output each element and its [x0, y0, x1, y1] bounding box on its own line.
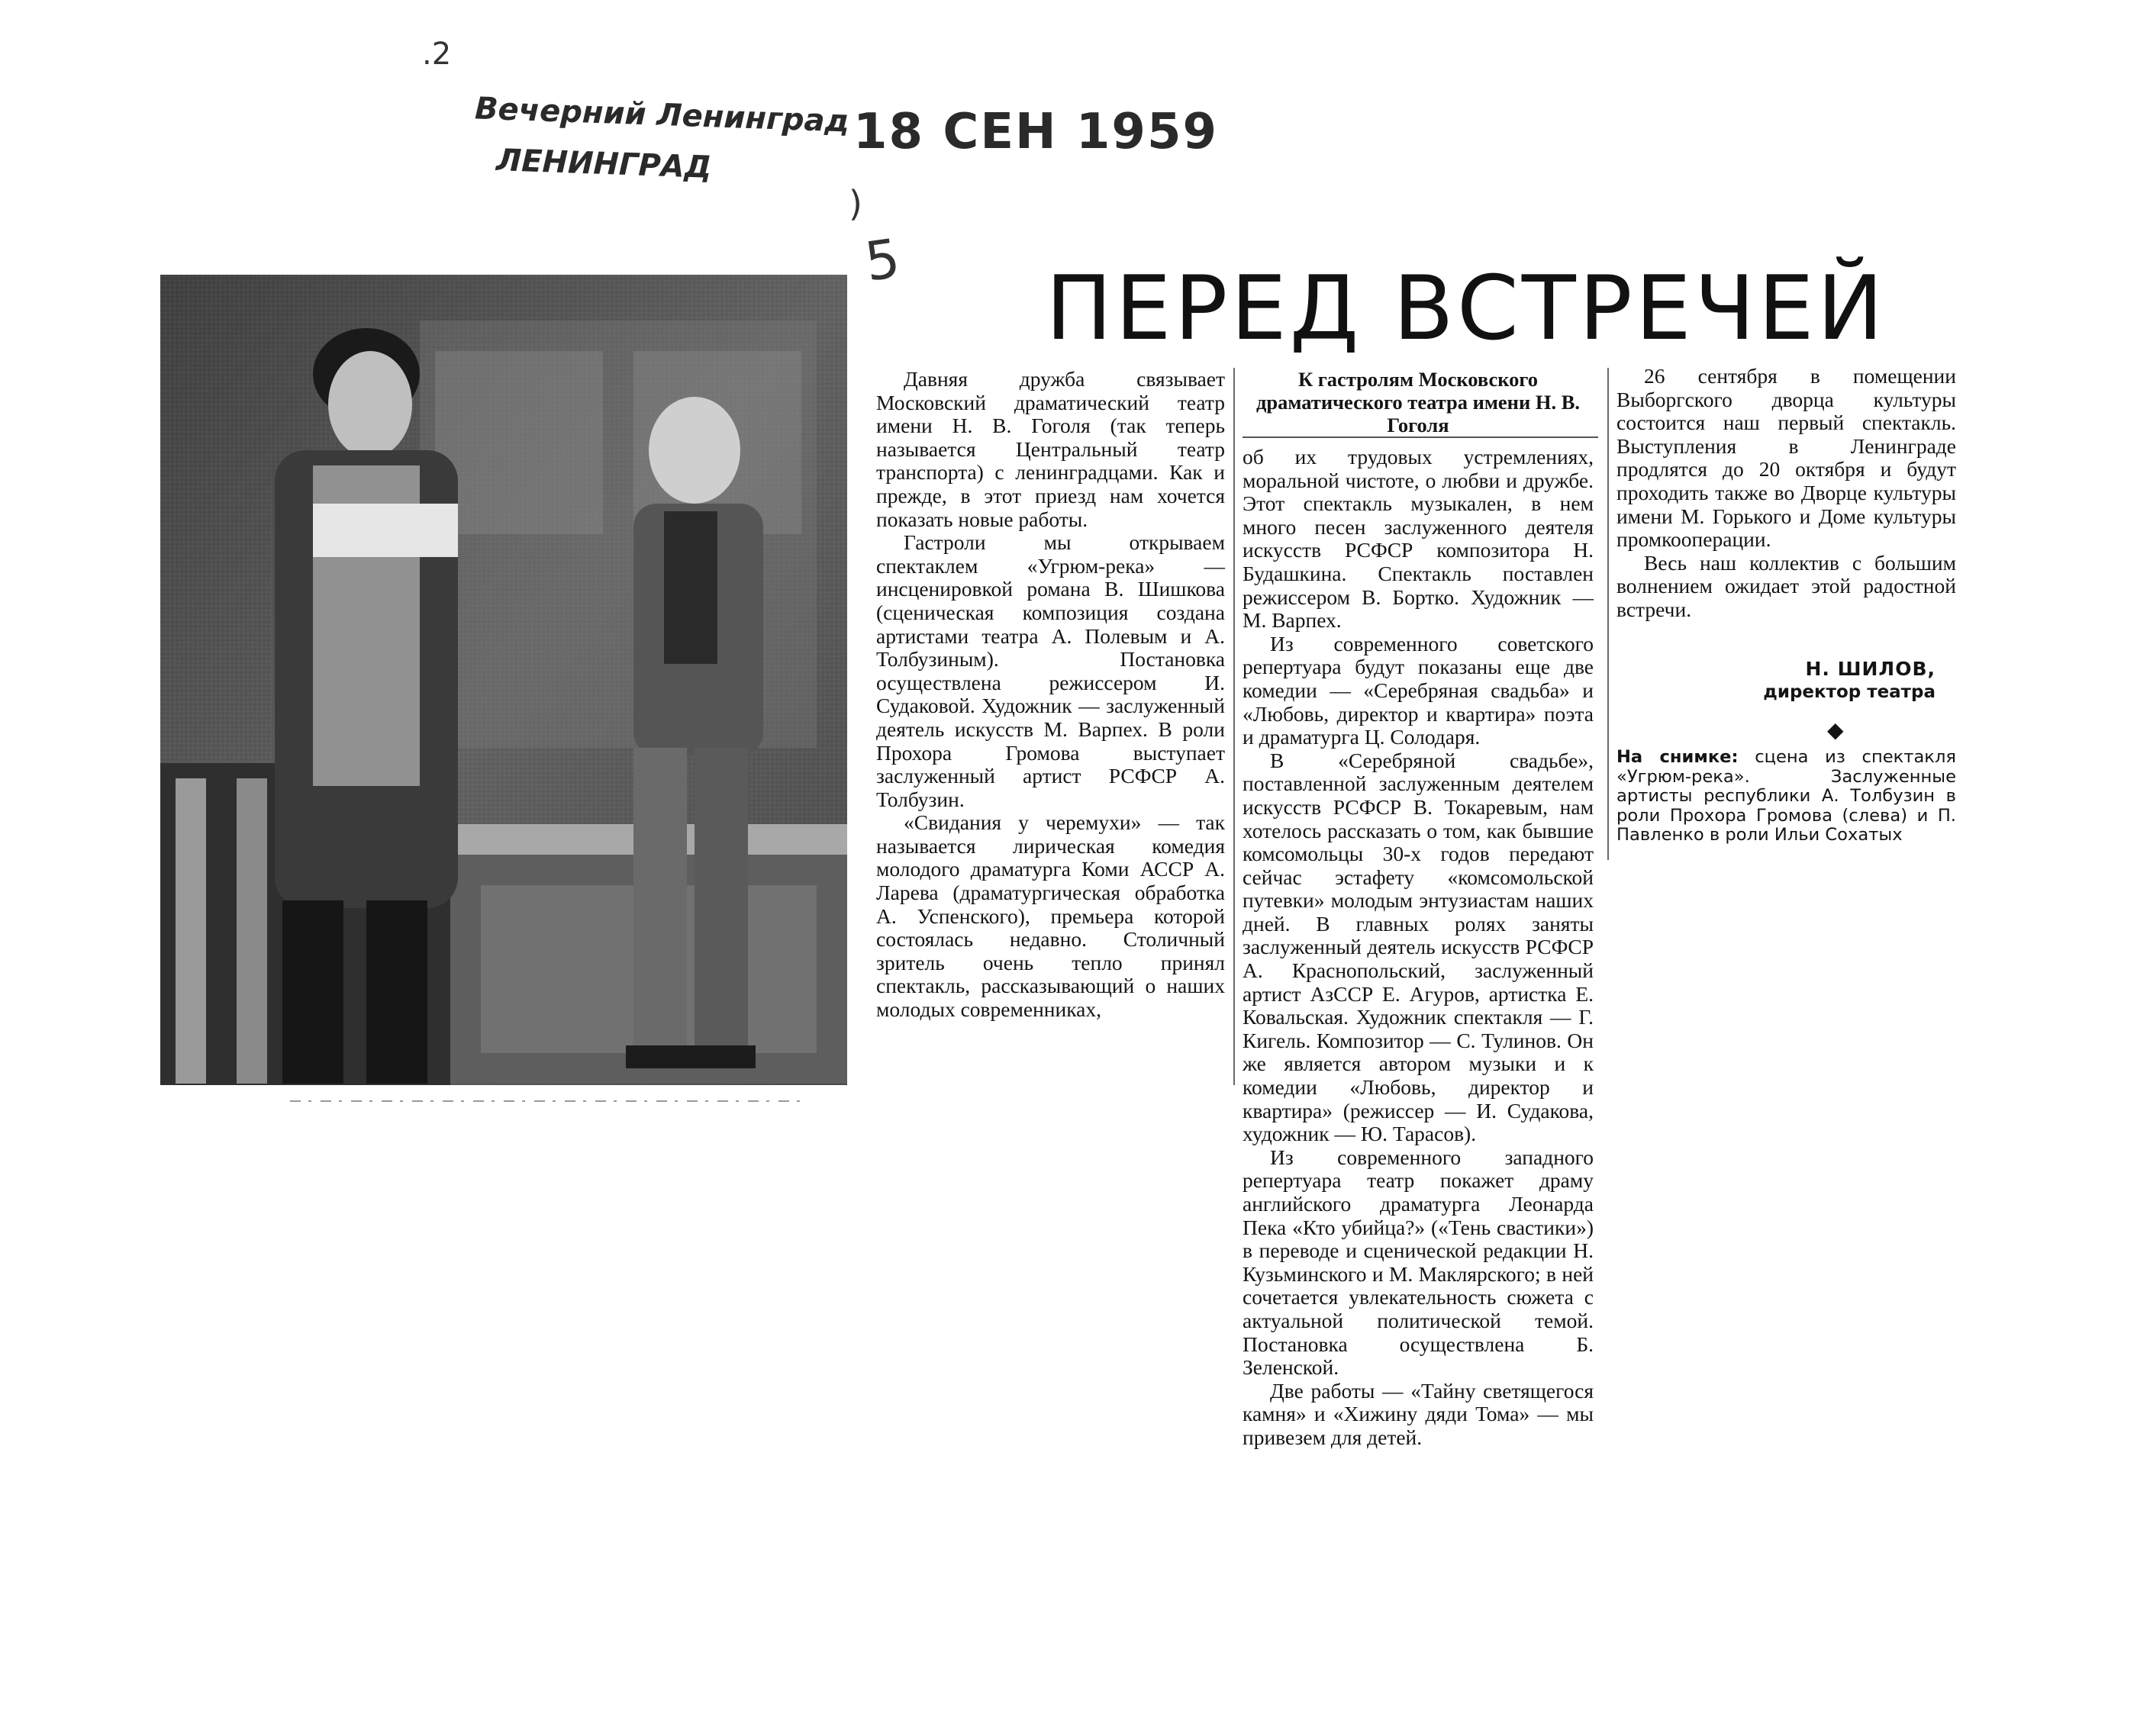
corner-mark: .2: [422, 37, 452, 72]
article-subhead: К гастролям Московского драматического театра имени Н. В. Гоголя: [1255, 368, 1581, 436]
pen-mark: ): [849, 183, 862, 224]
paragraph: Из современного западного репертуара театр покажет драму английского драматурга Леонарда Пека «Кто убийца?» («Тень свастики») в переводе и сценической редакции Н. Кузьминского и М. Маклярского; в ней сочетается увлекательность сюжета с актуальной политической темой. Постановка осуществлена Б. Зеленской.: [1243, 1145, 1594, 1380]
column-divider: [1607, 368, 1609, 860]
paragraph: Из современного советского репертуара будут показаны еще две комедии — «Серебряная свадьба» и «Любовь, директор и квартира» поэта и драматурга Ц. Солодаря.: [1243, 631, 1594, 749]
scan-noise: [290, 1099, 809, 1103]
city-stamp: ЛЕНИНГРАД: [495, 143, 713, 185]
article-column-1: [876, 368, 1225, 1022]
photo-caption: [1616, 748, 1956, 845]
author-role: директор театра: [1763, 682, 1936, 702]
paragraph: Гастроли мы открываем спектаклем «Угрюм-река» — инсценировкой романа В. Шишкова (сценическая композиция создана артистами театра А. Полевым и А. Толбузиным). Постановка осуществлена режиссером И. Судаковой. Художник — заслуженный деятель искусств М. Варпех. В роли Прохора Громова выступает заслуженный артист РСФСР А. Толбузин.: [876, 530, 1225, 811]
paragraph: Две работы — «Тайну светящегося камня» и «Хижину дяди Тома» — мы привезем для детей.: [1243, 1378, 1594, 1449]
diamond-icon: ◆: [1827, 719, 1844, 742]
article-headline: ПЕРЕД ВСТРЕЧЕЙ: [1046, 257, 1887, 360]
paragraph: об их трудовых устремлениях, моральной чистоте, о любви и дружбе. Этот спектакль музыкален, в нем много песен заслуженного деятеля искусств РСФСР композитора Н. Будашкина. Спектакль поставлен режиссером В. Бортко. Художник — М. Варпех.: [1243, 445, 1594, 633]
handwritten-number: 5: [861, 227, 904, 294]
paragraph: 26 сентября в помещении Выборгского дворца культуры состоится наш первый спектакль. Выступления в Ленинграде продлятся до 20 октября и будут проходить также во Дворце культуры имени М. Горького и Доме культуры промкооперации.: [1616, 364, 1956, 552]
caption-text: сцена из спектакля «Угрюм-река». Заслуженные артисты республики А. Толбузин в роли Прохора Громова (слева) и П. Павленко в роли Ильи Сохатых: [1616, 747, 1956, 845]
article-column-2: [1243, 446, 1594, 1450]
paragraph: В «Серебряной свадьбе», поставленной заслуженным деятелем искусств РСФСР В. Токаревым, нам хотелось рассказать о том, как бывшие комсомольцы 30-х годов передают сейчас эстафету «комсомольской путевки» молодым энтузиастам наших дней. В главных ролях заняты заслуженный деятель искусств РСФСР А. Краснопольский, заслуженный артист АзССР Е. Агуров, артистка Е. Ковальская. Художник спектакля — Г. Кигель. Композитор — С. Тулинов. Он же является автором музыки и к комедии «Любовь, директор и квартира» (режиссер — И. Судакова, художник — Ю. Тарасов).: [1243, 748, 1594, 1146]
column-divider: [1233, 368, 1235, 1085]
paragraph: «Свидания у черемухи» — так называется лирическая комедия молодого драматурга Коми АССР А. Ларева (драматургическая обработка А. Успенского), премьера которой состоялась недавно. Столичный зритель очень тепло принял спектакль, рассказывающий о наших молодых современниках,: [876, 810, 1225, 1022]
paragraph: Давняя дружба связывает Московский драматический театр имени Н. В. Гоголя (так теперь называется Центральный театр транспорта) с ленинградцами. Как и прежде, в этот приезд нам хочется показать новые работы.: [876, 367, 1225, 531]
author-signature: [1616, 658, 1936, 704]
date-stamp: 18 СЕН 1959: [853, 104, 1218, 160]
subhead-divider: [1243, 436, 1598, 438]
newspaper-stamp: Вечерний Ленинград: [474, 91, 850, 140]
article-column-3: [1616, 365, 1956, 622]
author-name: Н. ШИЛОВ,: [1805, 658, 1936, 680]
paragraph: Весь наш коллектив с большим волнением ожидает этой радостной встречи.: [1616, 550, 1956, 621]
stage-photo: [160, 275, 847, 1085]
caption-lead: На снимке:: [1616, 747, 1739, 767]
